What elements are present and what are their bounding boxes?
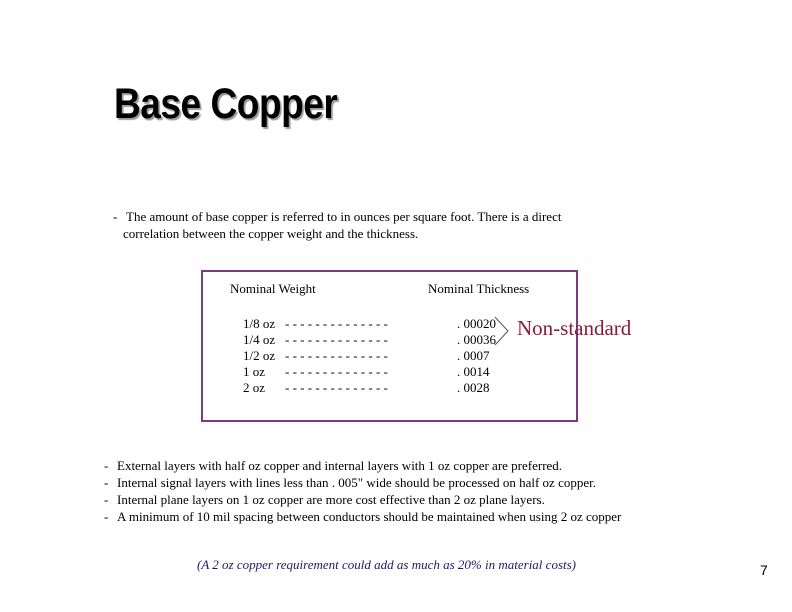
bullet-text: Internal signal layers with lines less than . 005" wide should be processed on half oz copper. bbox=[117, 475, 596, 490]
row-leader-dashes: - - - - - - - - - - - - - - bbox=[285, 364, 388, 379]
non-standard-label: Non-standard bbox=[517, 316, 632, 340]
intro-line-1: The amount of base copper is referred to in ounces per square foot. There is a direct bbox=[126, 209, 562, 224]
intro-line-2: correlation between the copper weight and the thickness. bbox=[123, 226, 419, 241]
row-weight: 1 oz bbox=[243, 364, 266, 379]
row-thickness: . 00020 bbox=[457, 316, 496, 331]
list-item bbox=[104, 474, 744, 491]
row-weight: 1/2 oz bbox=[243, 348, 276, 363]
guidelines-list bbox=[104, 457, 744, 525]
bullet-dash: - bbox=[104, 509, 109, 524]
slide-title: Base Copper bbox=[114, 80, 338, 128]
row-weight: 1/4 oz bbox=[243, 332, 276, 347]
bullet-dash: - bbox=[104, 475, 109, 490]
row-weight: 2 oz bbox=[243, 380, 266, 395]
bullet-dash: - bbox=[104, 458, 109, 473]
list-item bbox=[104, 491, 744, 508]
row-thickness: . 0007 bbox=[457, 348, 490, 363]
right-bracket-icon bbox=[494, 316, 510, 346]
bullet-dash: - bbox=[104, 492, 109, 507]
bullet-text: External layers with half oz copper and internal layers with 1 oz copper are preferred. bbox=[117, 458, 563, 473]
row-thickness: . 00036 bbox=[457, 332, 496, 347]
list-item bbox=[104, 457, 744, 474]
page-number: 7 bbox=[760, 562, 768, 578]
row-leader-dashes: - - - - - - - - - - - - - - bbox=[285, 316, 388, 331]
row-leader-dashes: - - - - - - - - - - - - - - bbox=[285, 332, 388, 347]
cost-note: (A 2 oz copper requirement could add as much as 20% in material costs) bbox=[197, 557, 576, 572]
bullet-text: Internal plane layers on 1 oz copper are more cost effective than 2 oz plane layers. bbox=[117, 492, 545, 507]
intro-paragraph bbox=[113, 208, 633, 242]
row-thickness: . 0028 bbox=[457, 380, 490, 395]
list-item bbox=[104, 508, 744, 525]
row-thickness: . 0014 bbox=[457, 364, 490, 379]
row-leader-dashes: - - - - - - - - - - - - - - bbox=[285, 348, 388, 363]
header-nominal-weight: Nominal Weight bbox=[230, 281, 316, 296]
row-weight: 1/8 oz bbox=[243, 316, 276, 331]
intro-dash: - bbox=[113, 209, 118, 224]
row-leader-dashes: - - - - - - - - - - - - - - bbox=[285, 380, 388, 395]
header-nominal-thickness: Nominal Thickness bbox=[428, 281, 530, 296]
bullet-text: A minimum of 10 mil spacing between conductors should be maintained when using 2 oz copper bbox=[117, 509, 622, 524]
